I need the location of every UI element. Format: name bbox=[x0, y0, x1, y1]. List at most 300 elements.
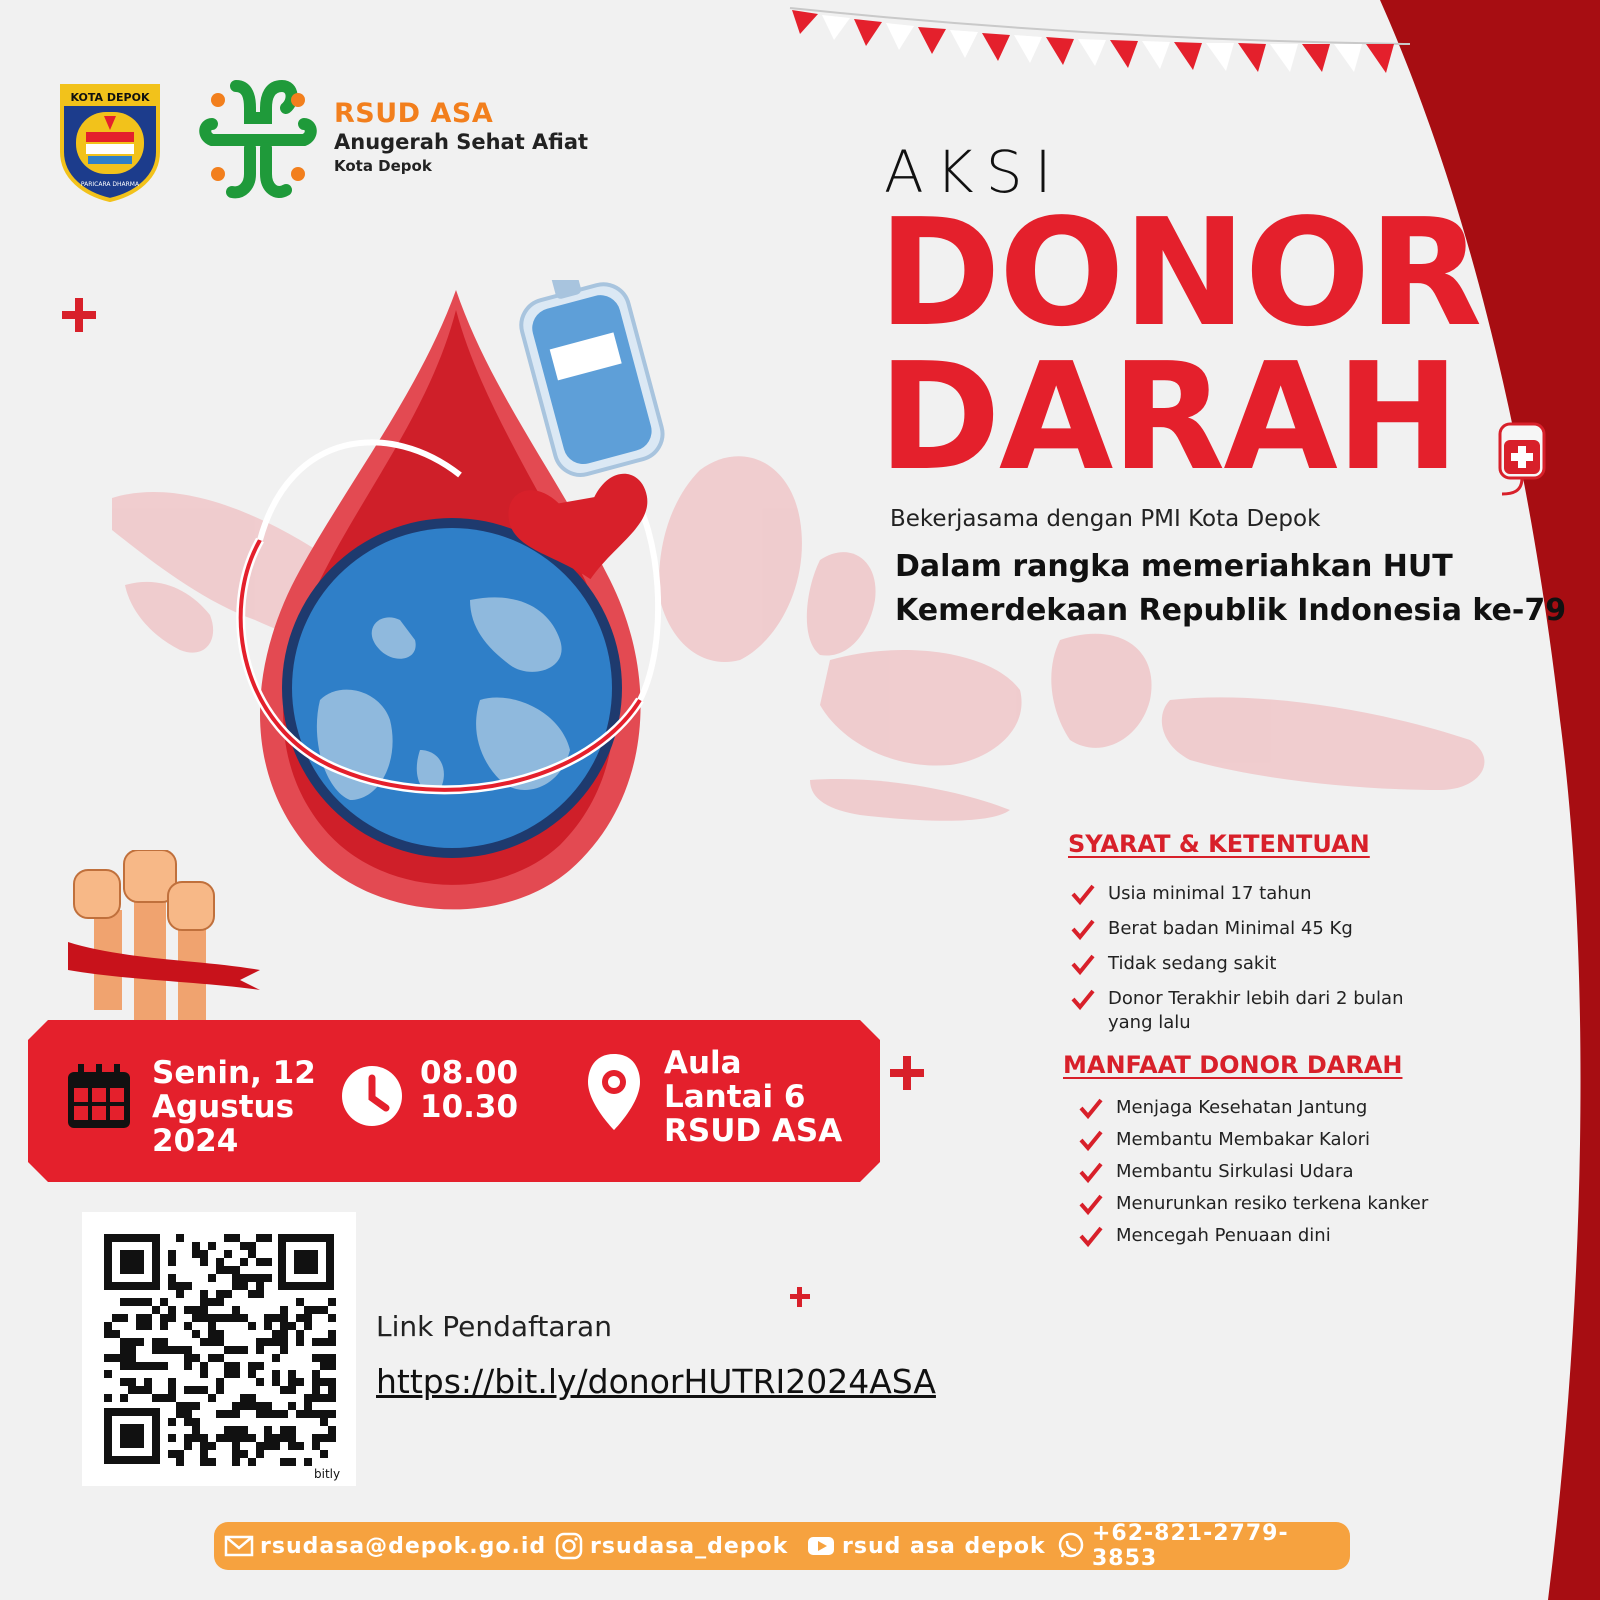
benefits-title: MANFAAT DONOR DARAH bbox=[1063, 1051, 1403, 1079]
qr-module bbox=[256, 1234, 264, 1242]
qr-module bbox=[248, 1402, 256, 1410]
qr-module bbox=[280, 1338, 288, 1346]
qr-module bbox=[192, 1306, 200, 1314]
list-item bbox=[1116, 1224, 1476, 1248]
qr-module bbox=[120, 1314, 128, 1322]
qr-module bbox=[152, 1306, 160, 1314]
qr-module bbox=[208, 1274, 216, 1282]
qr-module bbox=[184, 1362, 192, 1370]
qr-module bbox=[256, 1290, 264, 1298]
qr-module bbox=[136, 1362, 144, 1370]
occasion-text bbox=[895, 545, 1585, 633]
qr-module bbox=[240, 1242, 248, 1250]
blood-bag-icon bbox=[1494, 418, 1550, 500]
rsud-cross-logo bbox=[196, 78, 320, 202]
qr-module bbox=[264, 1234, 272, 1242]
qr-module bbox=[104, 1370, 112, 1378]
qr-module bbox=[184, 1410, 192, 1418]
check-icon bbox=[1070, 917, 1096, 941]
date-line: Senin, 12 bbox=[152, 1055, 316, 1091]
qr-brand: bitly bbox=[314, 1467, 341, 1481]
qr-module bbox=[208, 1394, 216, 1402]
qr-module bbox=[256, 1258, 264, 1266]
collab-text: Bekerjasama dengan PMI Kota Depok bbox=[890, 506, 1321, 532]
qr-module bbox=[304, 1458, 312, 1466]
qr-module bbox=[192, 1354, 200, 1362]
qr-module bbox=[264, 1442, 272, 1450]
qr-module bbox=[224, 1234, 232, 1242]
qr-module bbox=[208, 1242, 216, 1250]
location-line: RSUD ASA bbox=[664, 1113, 843, 1149]
qr-module bbox=[312, 1410, 320, 1418]
requirements-title: SYARAT & KETENTUAN bbox=[1068, 830, 1370, 858]
qr-module bbox=[176, 1410, 184, 1418]
instagram-text: rsudasa_depok bbox=[590, 1533, 789, 1559]
qr-module bbox=[152, 1362, 160, 1370]
benefit-text: Membantu Membakar Kalori bbox=[1116, 1129, 1370, 1150]
youtube-icon bbox=[806, 1531, 836, 1561]
qr-module bbox=[248, 1322, 256, 1330]
qr-module bbox=[264, 1258, 272, 1266]
qr-module bbox=[208, 1298, 216, 1306]
qr-module bbox=[168, 1274, 176, 1282]
qr-module bbox=[160, 1314, 168, 1322]
qr-module bbox=[184, 1306, 192, 1314]
qr-module bbox=[224, 1346, 232, 1354]
qr-module bbox=[232, 1274, 240, 1282]
time-start: 08.00 bbox=[420, 1055, 519, 1091]
qr-module bbox=[224, 1266, 232, 1274]
qr-module bbox=[176, 1282, 184, 1290]
qr-module bbox=[192, 1426, 200, 1434]
qr-module bbox=[168, 1282, 176, 1290]
qr-module bbox=[328, 1426, 336, 1434]
qr-module bbox=[216, 1258, 224, 1266]
qr-module bbox=[232, 1346, 240, 1354]
qr-module bbox=[168, 1394, 176, 1402]
qr-module bbox=[152, 1338, 160, 1346]
qr-module bbox=[232, 1434, 240, 1442]
qr-module bbox=[176, 1234, 184, 1242]
qr-module bbox=[280, 1330, 288, 1338]
qr-module bbox=[304, 1394, 312, 1402]
qr-module bbox=[216, 1354, 224, 1362]
qr-module bbox=[256, 1450, 264, 1458]
contact-whatsapp[interactable] bbox=[1056, 1521, 1350, 1571]
qr-module bbox=[264, 1314, 272, 1322]
qr-module bbox=[272, 1442, 280, 1450]
qr-module bbox=[168, 1378, 176, 1386]
qr-module bbox=[248, 1274, 256, 1282]
qr-module bbox=[200, 1450, 208, 1458]
qr-module bbox=[240, 1258, 248, 1266]
qr-module bbox=[312, 1434, 320, 1442]
qr-module bbox=[216, 1314, 224, 1322]
qr-module bbox=[160, 1298, 168, 1306]
qr-module bbox=[192, 1242, 200, 1250]
qr-module bbox=[296, 1338, 304, 1346]
qr-module bbox=[320, 1338, 328, 1346]
qr-module bbox=[328, 1354, 336, 1362]
qr-module bbox=[112, 1354, 120, 1362]
qr-module bbox=[184, 1402, 192, 1410]
qr-module bbox=[320, 1306, 328, 1314]
qr-module bbox=[200, 1386, 208, 1394]
qr-module bbox=[144, 1386, 152, 1394]
qr-module bbox=[224, 1410, 232, 1418]
qr-module bbox=[240, 1450, 248, 1458]
qr-module bbox=[280, 1322, 288, 1330]
qr-module bbox=[232, 1306, 240, 1314]
instagram-icon bbox=[554, 1531, 584, 1561]
qr-module bbox=[240, 1402, 248, 1410]
qr-module bbox=[136, 1322, 144, 1330]
qr-module bbox=[224, 1290, 232, 1298]
qr-module bbox=[240, 1282, 248, 1290]
qr-module bbox=[120, 1394, 128, 1402]
qr-module bbox=[208, 1442, 216, 1450]
qr-module bbox=[256, 1338, 264, 1346]
location-line: Lantai 6 bbox=[664, 1079, 806, 1115]
qr-module bbox=[232, 1442, 240, 1450]
qr-module bbox=[256, 1362, 264, 1370]
qr-module bbox=[216, 1338, 224, 1346]
qr-module bbox=[312, 1378, 320, 1386]
qr-module bbox=[264, 1338, 272, 1346]
emblem-motto: PARICARA DHARMA bbox=[80, 181, 140, 188]
list-item bbox=[1116, 1096, 1476, 1120]
qr-module bbox=[288, 1378, 296, 1386]
qr-module bbox=[120, 1354, 128, 1362]
qr-module bbox=[296, 1314, 304, 1322]
qr-module bbox=[120, 1298, 128, 1306]
qr-module bbox=[296, 1442, 304, 1450]
qr-module bbox=[264, 1426, 272, 1434]
whatsapp-text: +62-821-2779-3853 bbox=[1092, 1521, 1289, 1571]
qr-module bbox=[320, 1410, 328, 1418]
event-date bbox=[152, 1056, 316, 1158]
contact-email[interactable] bbox=[224, 1530, 546, 1562]
qr-module bbox=[272, 1338, 280, 1346]
headline-donor: DONOR bbox=[878, 187, 1481, 359]
qr-module bbox=[312, 1338, 320, 1346]
list-item bbox=[1108, 987, 1438, 1035]
qr-code[interactable] bbox=[82, 1212, 356, 1486]
qr-module bbox=[312, 1354, 320, 1362]
qr-module bbox=[304, 1314, 312, 1322]
qr-module bbox=[272, 1314, 280, 1322]
qr-module bbox=[280, 1306, 288, 1314]
qr-module bbox=[184, 1346, 192, 1354]
qr-module bbox=[320, 1434, 328, 1442]
qr-module bbox=[184, 1386, 192, 1394]
qr-module bbox=[128, 1378, 136, 1386]
list-item bbox=[1116, 1128, 1476, 1152]
qr-module bbox=[128, 1386, 136, 1394]
qr-module bbox=[192, 1434, 200, 1442]
qr-module bbox=[216, 1266, 224, 1274]
qr-module bbox=[184, 1282, 192, 1290]
qr-module bbox=[304, 1322, 312, 1330]
registration-link[interactable]: https://bit.ly/donorHUTRI2024ASA bbox=[376, 1362, 936, 1401]
qr-module bbox=[224, 1426, 232, 1434]
qr-module bbox=[312, 1442, 320, 1450]
qr-module bbox=[192, 1386, 200, 1394]
requirements-list bbox=[1108, 882, 1438, 1046]
check-icon bbox=[1078, 1160, 1104, 1184]
qr-module bbox=[320, 1394, 328, 1402]
qr-module bbox=[248, 1458, 256, 1466]
qr-module bbox=[136, 1314, 144, 1322]
qr-module bbox=[312, 1394, 320, 1402]
qr-module bbox=[112, 1330, 120, 1338]
qr-module bbox=[280, 1410, 288, 1418]
qr-module bbox=[264, 1434, 272, 1442]
qr-module bbox=[208, 1354, 216, 1362]
qr-module bbox=[176, 1402, 184, 1410]
qr-module bbox=[328, 1386, 336, 1394]
requirement-text: Berat badan Minimal 45 Kg bbox=[1108, 918, 1353, 939]
check-icon bbox=[1070, 987, 1096, 1011]
qr-module bbox=[168, 1250, 176, 1258]
qr-module bbox=[240, 1434, 248, 1442]
requirement-text: Donor Terakhir lebih dari 2 bulan yang lalu bbox=[1108, 988, 1404, 1033]
qr-module bbox=[192, 1250, 200, 1258]
qr-module bbox=[280, 1426, 288, 1434]
qr-module bbox=[296, 1298, 304, 1306]
qr-module bbox=[200, 1258, 208, 1266]
qr-module bbox=[248, 1362, 256, 1370]
qr-module bbox=[104, 1354, 112, 1362]
check-icon bbox=[1078, 1096, 1104, 1120]
qr-module bbox=[104, 1394, 112, 1402]
qr-module bbox=[248, 1370, 256, 1378]
qr-module bbox=[272, 1354, 280, 1362]
qr-module bbox=[168, 1418, 176, 1426]
qr-module bbox=[328, 1362, 336, 1370]
qr-module bbox=[200, 1250, 208, 1258]
qr-module bbox=[264, 1410, 272, 1418]
qr-module bbox=[216, 1378, 224, 1386]
qr-module bbox=[272, 1330, 280, 1338]
qr-module bbox=[168, 1306, 176, 1314]
qr-module bbox=[216, 1410, 224, 1418]
list-item bbox=[1116, 1160, 1476, 1184]
qr-module bbox=[160, 1322, 168, 1330]
time-end: 10.30 bbox=[420, 1089, 519, 1125]
qr-module bbox=[280, 1314, 288, 1322]
qr-module bbox=[184, 1442, 192, 1450]
qr-code-image bbox=[82, 1212, 356, 1486]
qr-module bbox=[304, 1306, 312, 1314]
qr-module bbox=[272, 1378, 280, 1386]
qr-module bbox=[136, 1386, 144, 1394]
qr-module bbox=[208, 1338, 216, 1346]
qr-module bbox=[216, 1434, 224, 1442]
qr-module bbox=[136, 1338, 144, 1346]
qr-module bbox=[272, 1370, 280, 1378]
qr-module bbox=[128, 1362, 136, 1370]
qr-module bbox=[192, 1330, 200, 1338]
qr-module bbox=[120, 1338, 128, 1346]
qr-module bbox=[232, 1314, 240, 1322]
qr-module bbox=[232, 1234, 240, 1242]
list-item bbox=[1108, 917, 1438, 941]
qr-module bbox=[320, 1450, 328, 1458]
qr-module bbox=[320, 1418, 328, 1426]
qr-module bbox=[232, 1402, 240, 1410]
qr-module bbox=[128, 1354, 136, 1362]
qr-module bbox=[104, 1322, 112, 1330]
qr-module bbox=[232, 1362, 240, 1370]
qr-module bbox=[312, 1370, 320, 1378]
rsud-name: RSUD ASA bbox=[334, 98, 494, 129]
date-line: 2024 bbox=[152, 1123, 239, 1159]
qr-module bbox=[160, 1394, 168, 1402]
qr-module bbox=[168, 1314, 176, 1322]
requirement-text: Usia minimal 17 tahun bbox=[1108, 883, 1312, 904]
qr-module bbox=[144, 1314, 152, 1322]
qr-module bbox=[296, 1330, 304, 1338]
qr-module bbox=[304, 1402, 312, 1410]
qr-module bbox=[216, 1298, 224, 1306]
event-location bbox=[664, 1046, 842, 1148]
qr-module bbox=[320, 1378, 328, 1386]
qr-module bbox=[168, 1434, 176, 1442]
requirement-text: Tidak sedang sakit bbox=[1108, 953, 1277, 974]
qr-module bbox=[320, 1362, 328, 1370]
qr-module bbox=[216, 1330, 224, 1338]
qr-module bbox=[256, 1402, 264, 1410]
qr-module bbox=[104, 1330, 112, 1338]
qr-module bbox=[328, 1330, 336, 1338]
check-icon bbox=[1078, 1192, 1104, 1216]
rsud-city: Kota Depok bbox=[334, 157, 432, 175]
qr-module bbox=[184, 1354, 192, 1362]
qr-module bbox=[160, 1338, 168, 1346]
contact-instagram[interactable] bbox=[554, 1530, 788, 1562]
qr-module bbox=[128, 1346, 136, 1354]
qr-module bbox=[288, 1442, 296, 1450]
qr-module bbox=[184, 1322, 192, 1330]
qr-module bbox=[312, 1306, 320, 1314]
qr-module bbox=[192, 1314, 200, 1322]
qr-module bbox=[200, 1434, 208, 1442]
qr-module bbox=[176, 1290, 184, 1298]
qr-module bbox=[288, 1402, 296, 1410]
qr-module bbox=[184, 1418, 192, 1426]
contact-bar bbox=[214, 1522, 1350, 1570]
qr-module bbox=[240, 1314, 248, 1322]
qr-module bbox=[224, 1314, 232, 1322]
qr-module bbox=[328, 1434, 336, 1442]
qr-module bbox=[232, 1450, 240, 1458]
qr-module bbox=[168, 1450, 176, 1458]
qr-module bbox=[328, 1394, 336, 1402]
benefit-text: Mencegah Penuaan dini bbox=[1116, 1225, 1331, 1246]
qr-module bbox=[256, 1274, 264, 1282]
qr-module bbox=[272, 1434, 280, 1442]
qr-module bbox=[232, 1282, 240, 1290]
qr-module bbox=[256, 1442, 264, 1450]
date-line: Agustus bbox=[152, 1089, 295, 1125]
qr-module bbox=[328, 1378, 336, 1386]
check-icon bbox=[1078, 1128, 1104, 1152]
qr-module bbox=[200, 1370, 208, 1378]
qr-module bbox=[328, 1298, 336, 1306]
qr-module bbox=[152, 1394, 160, 1402]
qr-module bbox=[256, 1410, 264, 1418]
youtube-text: rsud asa depok bbox=[842, 1533, 1046, 1559]
check-icon bbox=[1078, 1224, 1104, 1248]
contact-youtube[interactable] bbox=[806, 1530, 1046, 1562]
qr-module bbox=[224, 1434, 232, 1442]
qr-module bbox=[216, 1290, 224, 1298]
qr-module bbox=[200, 1298, 208, 1306]
qr-module bbox=[208, 1458, 216, 1466]
qr-module bbox=[280, 1434, 288, 1442]
qr-module bbox=[288, 1434, 296, 1442]
qr-module bbox=[240, 1394, 248, 1402]
qr-module bbox=[248, 1290, 256, 1298]
qr-module bbox=[264, 1402, 272, 1410]
qr-module bbox=[312, 1386, 320, 1394]
qr-module bbox=[224, 1250, 232, 1258]
qr-module bbox=[208, 1330, 216, 1338]
benefit-text: Menjaga Kesehatan Jantung bbox=[1116, 1097, 1368, 1118]
list-item bbox=[1116, 1192, 1476, 1216]
qr-module bbox=[280, 1386, 288, 1394]
qr-module bbox=[216, 1386, 224, 1394]
blood-drop-globe-illustration bbox=[230, 280, 690, 920]
check-icon bbox=[1070, 882, 1096, 906]
qr-module bbox=[200, 1338, 208, 1346]
qr-module bbox=[296, 1410, 304, 1418]
qr-module bbox=[232, 1370, 240, 1378]
clock-icon bbox=[342, 1066, 402, 1126]
qr-module bbox=[320, 1354, 328, 1362]
qr-module bbox=[256, 1282, 264, 1290]
check-icon bbox=[1070, 952, 1096, 976]
location-line: Aula bbox=[664, 1045, 742, 1081]
email-icon bbox=[224, 1531, 254, 1561]
qr-module bbox=[112, 1314, 120, 1322]
calendar-icon bbox=[68, 1064, 130, 1128]
qr-module bbox=[248, 1242, 256, 1250]
qr-module bbox=[232, 1458, 240, 1466]
whatsapp-icon bbox=[1056, 1531, 1086, 1561]
qr-module bbox=[232, 1426, 240, 1434]
qr-module bbox=[168, 1346, 176, 1354]
qr-module bbox=[144, 1378, 152, 1386]
qr-module bbox=[288, 1458, 296, 1466]
qr-module bbox=[136, 1298, 144, 1306]
qr-module bbox=[288, 1426, 296, 1434]
qr-module bbox=[200, 1442, 208, 1450]
qr-module bbox=[224, 1362, 232, 1370]
qr-module bbox=[304, 1410, 312, 1418]
qr-module bbox=[208, 1322, 216, 1330]
qr-module bbox=[328, 1314, 336, 1322]
qr-module bbox=[128, 1298, 136, 1306]
occasion-line-1: Dalam rangka memeriahkan HUT bbox=[895, 549, 1453, 584]
qr-module bbox=[120, 1362, 128, 1370]
qr-module bbox=[120, 1346, 128, 1354]
qr-module bbox=[144, 1298, 152, 1306]
qr-module bbox=[280, 1458, 288, 1466]
qr-module bbox=[264, 1274, 272, 1282]
qr-module bbox=[248, 1394, 256, 1402]
